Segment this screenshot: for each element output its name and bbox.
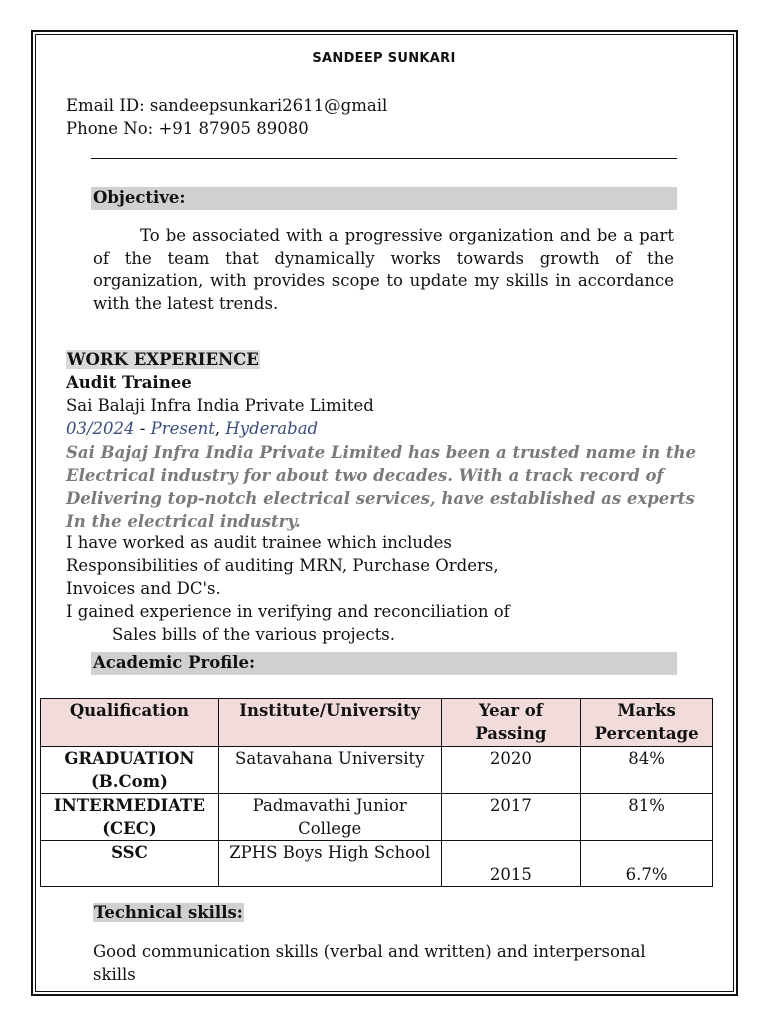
job-period-separator: - bbox=[134, 419, 151, 438]
job-end: Present bbox=[150, 419, 215, 438]
job-location: Hyderabad bbox=[225, 419, 319, 438]
qualification-cell: SSC bbox=[41, 841, 219, 887]
institute-cell: Satavahana University bbox=[218, 747, 441, 794]
academic-heading-band bbox=[91, 652, 677, 675]
institute-cell: ZPHS Boys High School bbox=[218, 841, 441, 887]
qualification-cell: INTERMEDIATE (CEC) bbox=[41, 794, 219, 841]
description-line: Electrical industry for about two decades. With a track record of bbox=[66, 466, 664, 485]
description-line: In the electrical industry. bbox=[66, 512, 301, 531]
qualification-cell: GRADUATION (B.Com) bbox=[41, 747, 219, 794]
responsibility-line: Responsibilities of auditing MRN, Purchase Orders, bbox=[66, 556, 499, 575]
job-location-separator: , bbox=[214, 419, 226, 438]
marks-cell: 6.7% bbox=[581, 841, 713, 887]
table-row bbox=[41, 841, 713, 887]
year-cell: 2015 bbox=[441, 841, 581, 887]
year-cell: 2017 bbox=[441, 794, 581, 841]
objective-heading: Objective: bbox=[93, 188, 186, 207]
phone-line: Phone No: +91 87905 89080 bbox=[66, 119, 309, 138]
column-header: Qualification bbox=[41, 699, 219, 747]
job-period bbox=[66, 419, 318, 438]
objective-text: To be associated with a progressive organization and be a part of the team that dynamically works towards growth of the organization, with provides scope to update my skills in accordance with the latest trends. bbox=[93, 226, 674, 313]
candidate-name: SANDEEP SUNKARI bbox=[312, 51, 456, 66]
company-description bbox=[66, 441, 696, 533]
description-line: Delivering top-notch electrical services, have established as experts bbox=[66, 489, 695, 508]
marks-cell: 81% bbox=[581, 794, 713, 841]
email-line: Email ID: sandeepsunkari2611@gmail bbox=[66, 96, 388, 115]
responsibility-line: Sales bills of the various projects. bbox=[112, 625, 395, 644]
table-row bbox=[41, 794, 713, 841]
academic-heading: Academic Profile: bbox=[93, 653, 256, 672]
year-cell: 2020 bbox=[441, 747, 581, 794]
academic-table bbox=[40, 698, 713, 887]
column-header: Year of Passing bbox=[441, 699, 581, 747]
work-experience-heading: WORK EXPERIENCE bbox=[67, 350, 259, 369]
column-header: Institute/University bbox=[218, 699, 441, 747]
responsibility-line: Invoices and DC's. bbox=[66, 579, 221, 598]
responsibility-line: I gained experience in verifying and reconciliation of bbox=[66, 602, 510, 621]
objective-heading-band bbox=[91, 187, 677, 210]
marks-cell: 84% bbox=[581, 747, 713, 794]
responsibility-line: I have worked as audit trainee which includes bbox=[66, 533, 452, 552]
job-title: Audit Trainee bbox=[66, 373, 192, 392]
header-divider bbox=[91, 158, 677, 159]
description-line: Sai Bajaj Infra India Private Limited has been a trusted name in the bbox=[66, 443, 696, 462]
company-name: Sai Balaji Infra India Private Limited bbox=[66, 396, 374, 415]
job-start: 03/2024 bbox=[66, 419, 135, 438]
column-header: Marks Percentage bbox=[581, 699, 713, 747]
skills-text: Good communication skills (verbal and written) and interpersonal skills bbox=[93, 942, 646, 984]
skills-heading: Technical skills: bbox=[94, 903, 243, 922]
institute-cell: Padmavathi Junior College bbox=[218, 794, 441, 841]
table-row bbox=[41, 747, 713, 794]
table-header-row bbox=[41, 699, 713, 747]
